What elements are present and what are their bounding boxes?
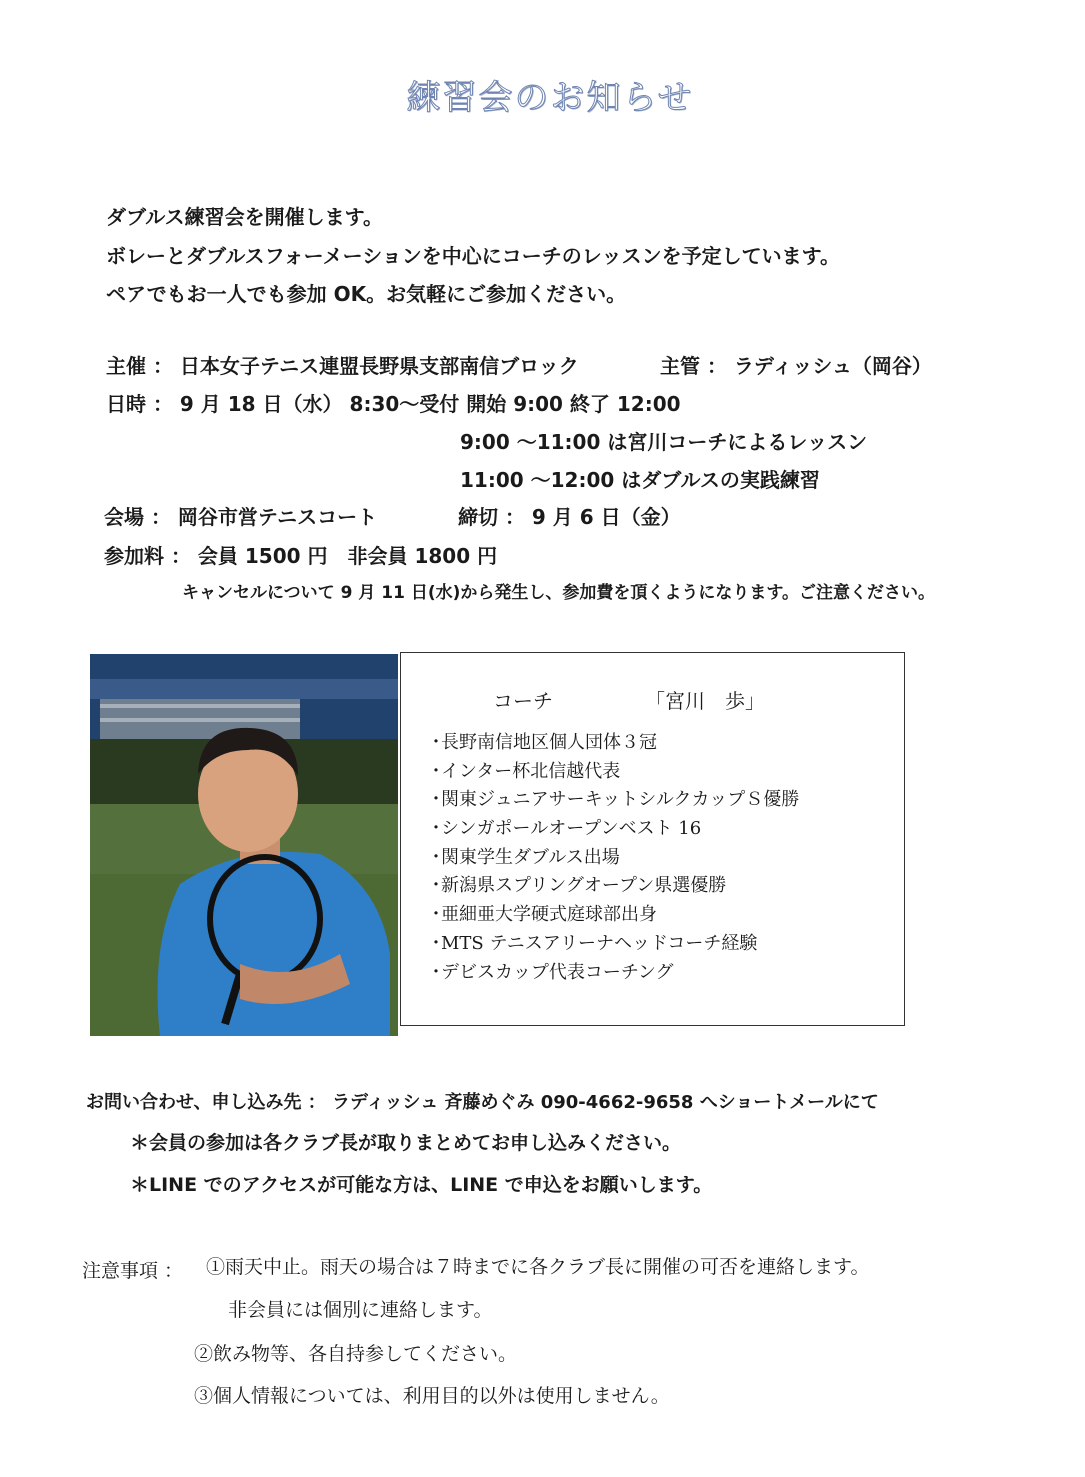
note-rain: ①雨天中止。雨天の場合は７時までに各クラブ長に開催の可否を連絡します。 bbox=[206, 1256, 870, 1278]
achievement-item: ・長野南信地区個人団体３冠 bbox=[427, 732, 657, 753]
achievement-item: ・デビスカップ代表コーチング bbox=[427, 961, 674, 983]
organizer: 主催 ： 日本女子テニス連盟長野県支部南信ブロック bbox=[106, 354, 579, 378]
notes-label: 注意事項 ： bbox=[82, 1260, 184, 1282]
achievement-item: ・関東学生ダブルス出場 bbox=[427, 846, 620, 868]
schedule-practice: 11:00 ～12:00 はダブルスの実践練習 bbox=[460, 468, 820, 492]
coach-achievements bbox=[427, 729, 799, 987]
venue: 会場 ： 岡谷市営テニスコート bbox=[104, 505, 378, 529]
coach-label: コーチ bbox=[493, 689, 553, 713]
note-nonmember: 非会員には個別に連絡します。 bbox=[228, 1299, 493, 1321]
contact-note-members: ＊会員の参加は各クラブ長が取りまとめてお申し込みください。 bbox=[130, 1132, 682, 1154]
achievement-item: ・関東ジュニアサーキットシルクカップＳ優勝 bbox=[427, 789, 800, 811]
achievement-item: ・インター杯北信越代表 bbox=[427, 760, 621, 782]
page-title: 練習会のお知らせ bbox=[406, 78, 694, 118]
contact-note-line: ＊LINE でのアクセスが可能な方は、LINE で申込をお願いします。 bbox=[130, 1174, 713, 1196]
fee: 参加料 ： 会員 1500 円 非会員 1800 円 bbox=[104, 544, 498, 568]
note-privacy: ③個人情報については、利用目的以外は使用しません。 bbox=[194, 1385, 670, 1407]
intro-line-2: ボレーとダブルスフォーメーションを中心にコーチのレッスンを予定しています。 bbox=[106, 244, 840, 268]
host: 主管 ： ラディッシュ（岡谷） bbox=[660, 354, 932, 378]
schedule-lesson: 9:00 ～11:00 は宮川コーチによるレッスン bbox=[460, 430, 868, 454]
achievement-item: ・シンガポールオープンベスト 16 bbox=[427, 818, 702, 840]
intro-line-1: ダブルス練習会を開催します。 bbox=[106, 205, 383, 229]
coach-profile-box bbox=[400, 652, 905, 1026]
intro-line-3: ペアでもお一人でも参加 OK。お気軽にご参加ください。 bbox=[106, 282, 627, 306]
contact-info: お問い合わせ、申し込み先 ： ラディッシュ 斉藤めぐみ 090-4662-9658 へショートメールにて bbox=[86, 1092, 879, 1113]
deadline: 締切 ： 9 月 6 日（金） bbox=[458, 505, 681, 529]
datetime: 日時 ： 9 月 18 日（水） 8:30～受付 開始 9:00 終了 12:00 bbox=[106, 392, 681, 416]
cancel-policy: キャンセルについて 9 月 11 日(水)から発生し、参加費を頂くようになります。ご注意ください。 bbox=[182, 583, 935, 603]
achievement-item: ・新潟県スプリングオープン県選優勝 bbox=[427, 875, 727, 897]
achievement-item: ・亜細亜大学硬式庭球部出身 bbox=[427, 904, 657, 926]
note-drinks: ②飲み物等、各自持参してください。 bbox=[194, 1343, 518, 1365]
coach-photo bbox=[90, 654, 398, 1036]
coach-name: 「宮川 歩」 bbox=[645, 689, 765, 713]
achievement-item: ・MTS テニスアリーナヘッドコーチ経験 bbox=[427, 932, 758, 954]
